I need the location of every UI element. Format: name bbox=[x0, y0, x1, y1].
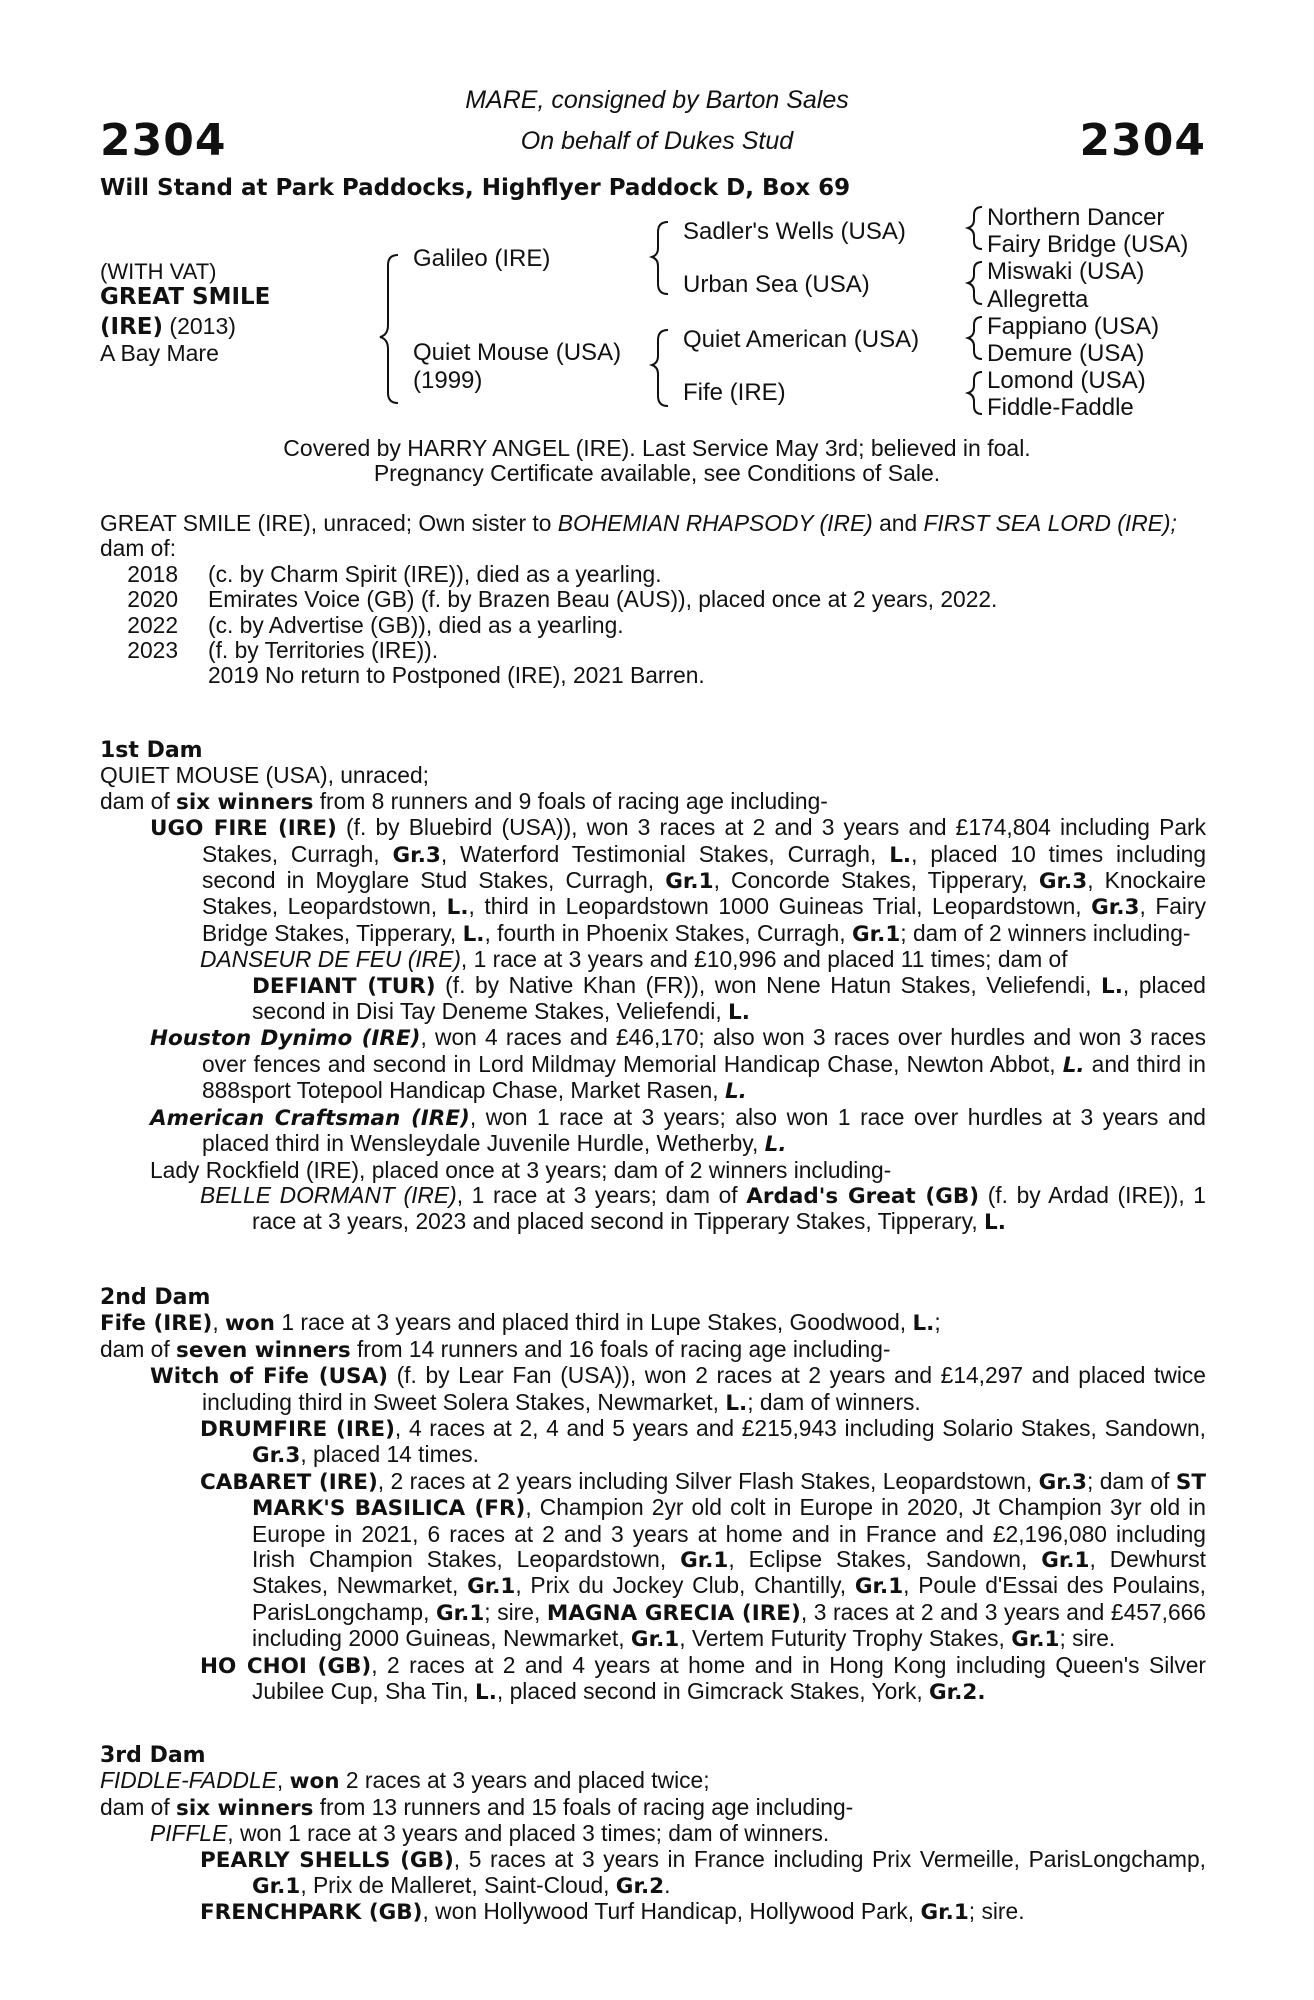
lot-number-right: 2304 bbox=[1079, 115, 1206, 166]
gen2-bottom-bracket bbox=[652, 330, 668, 406]
pedigree-g3-4: Fife (IRE) bbox=[683, 379, 786, 406]
piffle-entry: PIFFLE, won 1 race at 3 years and placed 3 times; dam of winners. bbox=[150, 1820, 830, 1847]
gen2-top-bracket bbox=[652, 222, 668, 294]
produce-section bbox=[100, 511, 1206, 689]
pearly-shells-entry: PEARLY SHELLS (GB), 5 races at 3 years in France including Prix Vermeille, ParisLongchamp, Gr.1, Prix de Malleret, Saint-Cloud, Gr.2. bbox=[200, 1845, 1206, 1900]
lot-number-left: 2304 bbox=[100, 115, 227, 166]
third-dam-title: 3rd Dam bbox=[100, 1743, 206, 1768]
on-behalf-line: On behalf of Dukes Stud bbox=[520, 127, 794, 155]
gen3-bracket-2 bbox=[968, 262, 982, 304]
produce-row: 2022 (c. by Advertise (GB)), died as a yearling. bbox=[127, 611, 624, 638]
pedigree-g4-8: Fiddle-Faddle bbox=[987, 394, 1134, 421]
pedigree-sire: Galileo (IRE) bbox=[413, 245, 551, 272]
frenchpark-entry: FRENCHPARK (GB), won Hollywood Turf Handicap, Hollywood Park, Gr.1; sire. bbox=[200, 1898, 1025, 1926]
houston-dynimo-entry: Houston Dynimo (IRE), won 4 races and £46,170; also won 3 races over hurdles and won 3 races over fences and second in Lord Mildmay Memorial Handicap Chase, Newton Abbot, L. and third in 888sport Totepool Handicap Chase, Market Rasen, L. bbox=[150, 1024, 1206, 1105]
pedigree-dam-year: (1999) bbox=[413, 367, 483, 394]
pedigree-dam: Quiet Mouse (USA) bbox=[413, 339, 622, 366]
gen3-bracket-3 bbox=[968, 317, 982, 359]
pedigree-g4-5: Fappiano (USA) bbox=[987, 313, 1160, 340]
witch-of-fife-entry: Witch of Fife (USA) (f. by Lear Fan (USA)), won 2 races at 2 years and £14,297 and placed twice including third in Sweet Solera Stakes, Newmarket, L.; dam of winners. bbox=[150, 1362, 1206, 1416]
belle-dormant-entry: BELLE DORMANT (IRE), 1 race at 3 years; dam of Ardad's Great (GB) (f. by Ardad (IRE)), 1 race at 3 years, 2023 and placed second in Tipperary Stakes, Tipperary, L. bbox=[200, 1181, 1206, 1236]
pedigree-g4-2: Fairy Bridge (USA) bbox=[987, 231, 1189, 258]
vat-label: (WITH VAT) bbox=[100, 259, 217, 284]
pedigree-g4-7: Lomond (USA) bbox=[987, 367, 1146, 394]
pedigree-g4-1: Northern Dancer bbox=[987, 204, 1165, 231]
produce-note: 2019 No return to Postponed (IRE), 2021 Barren. bbox=[208, 662, 705, 689]
dam-of-label: dam of: bbox=[100, 535, 177, 562]
horse-name: GREAT SMILE bbox=[100, 284, 271, 310]
horse-description: A Bay Mare bbox=[100, 340, 219, 366]
drumfire-entry: DRUMFIRE (IRE), 4 races at 2, 4 and 5 years and £215,943 including Solario Stakes, Sandown, Gr.3, placed 14 times. bbox=[200, 1415, 1206, 1469]
pedigree-g3-3: Quiet American (USA) bbox=[683, 326, 920, 353]
covering-note: Covered by HARRY ANGEL (IRE). Last Service May 3rd; believed in foal. Pregnancy Certificate available, see Conditions of Sale. bbox=[283, 435, 1031, 486]
stable-location: Will Stand at Park Paddocks, Highflyer Paddock D, Box 69 bbox=[100, 175, 851, 201]
ho-choi-entry: HO CHOI (GB), 2 races at 2 and 4 years at home and in Hong Kong including Queen's Silver Jubilee Cup, Sha Tin, L., placed second in Gimcrack Stakes, York, Gr.2. bbox=[200, 1651, 1206, 1706]
horse-origin-year: (IRE) (2013) bbox=[100, 313, 236, 340]
produce-row: 2018 (c. by Charm Spirit (IRE)), died as a yearling. bbox=[127, 560, 662, 587]
ugo-fire-entry: UGO FIRE (IRE) (f. by Bluebird (USA)), won 3 races at 2 and 3 years and £174,804 including Park Stakes, Curragh, Gr.3, Waterford Testimonial Stakes, Curragh, L., placed 10 times including second in Moyglare Stud Stakes, Curragh, Gr.1, Concorde Stakes, Tipperary, Gr.3, Knockaire Stakes, Leopardstown, L., third in Leopardstown 1000 Guineas Trial, Leopardstown, Gr.3, Fairy Bridge Stakes, Tipperary, L., fourth in Phoenix Stakes, Curragh, Gr.1; dam of 2 winners including- bbox=[150, 814, 1206, 947]
consignment-line: MARE, consigned by Barton Sales bbox=[465, 86, 849, 114]
gen3-bracket-1 bbox=[968, 207, 982, 249]
first-dam-title: 1st Dam bbox=[100, 738, 203, 763]
danseur-entry: DANSEUR DE FEU (IRE), 1 race at 3 years and £10,996 and placed 11 times; dam of bbox=[200, 946, 1068, 973]
third-dam-section: 3rd Dam FIDDLE-FADDLE, won 2 races at 3 years and placed twice; dam of six winners from 13 runners and 15 foals of racing age including- PIFFLE, won 1 race at 3 years and placed 3 times; dam of winners. PEARLY SHELLS (GB), 5 races at 3 years in France including Prix Vermeille, ParisLongchamp, Gr.1, Prix de Malleret, Saint-Cloud, Gr.2. FRENCHPARK (GB), won Hollywood Turf Handicap, Hollywood Park, Gr.1; sire. bbox=[100, 1743, 1206, 1926]
second-dam-title: 2nd Dam bbox=[100, 1285, 211, 1310]
gen3-bracket-4 bbox=[968, 372, 982, 414]
lady-rockfield-entry: Lady Rockfield (IRE), placed once at 3 years; dam of 2 winners including- bbox=[150, 1156, 892, 1183]
first-dam-section: 1st Dam QUIET MOUSE (USA), unraced; dam of six winners from 8 runners and 9 foals of racing age including- UGO FIRE (IRE) (f. by Bluebird (USA)), won 3 races at 2 and 3 years and £174,804 including Park Stakes, Curragh, Gr.3, Waterford Testimonial Stakes, Curragh, L., placed 10 times including second in Moyglare Stud Stakes, Curragh, Gr.1, Concorde Stakes, Tipperary, Gr.3, Knockaire Stakes, Leopardstown, L., third in Leopardstown 1000 Guineas Trial, Leopardstown, Gr.3, Fairy Bridge Stakes, Tipperary, L., fourth in Phoenix Stakes, Curragh, Gr.1; dam of 2 winners including- DANSEUR DE FEU (IRE), 1 race at 3 years and £10,996 and placed 11 times; dam of DEFIANT (TUR) (f. by Native Khan (FR)), won Nene Hatun Stakes, Veliefendi, L., placed second in Disi Tay Deneme Stakes, Veliefendi, L. Houston Dynimo (IRE), won 4 races and £46,170; also won 3 races over hurdles and won 3 races over fences and second in Lord Mildmay Memorial Handicap Chase, Newton Abbot, L. and third in 888sport Totepool Handicap Chase, Market Rasen, L. American Craftsman (IRE), won 1 race at 3 years; also won 1 race over hurdles at 3 years and placed third in Wensleydale Juvenile Hurdle, Wetherby, L. Lady Rockfield (IRE), placed once at 3 years; dam of 2 winners including- BELLE DORMANT (IRE), 1 race at 3 years; dam of Ardad's Great (GB) (f. by Ardad (IRE)), 1 race at 3 years, 2023 and placed second in Tipperary Stakes, Tipperary, L. bbox=[100, 738, 1206, 1236]
defiant-entry: DEFIANT (TUR) (f. by Native Khan (FR)), won Nene Hatun Stakes, Veliefendi, L., placed second in Disi Tay Deneme Stakes, Veliefendi, L. bbox=[252, 971, 1206, 1026]
cabaret-entry: CABARET (IRE), 2 races at 2 years including Silver Flash Stakes, Leopardstown, Gr.3; dam of ST MARK'S BASILICA (FR), Champion 2yr old colt in Europe in 2020, Jt Champion 3yr old in Europe in 2021, 6 races at 2 and 3 years at home and in France and £2,196,080 including Irish Champion Stakes, Leopardstown, Gr.1, Eclipse Stakes, Sandown, Gr.1, Dewhurst Stakes, Newmarket, Gr.1, Prix du Jockey Club, Chantilly, Gr.1, Poule d'Essai des Poulains, ParisLongchamp, Gr.1; sire, MAGNA GRECIA (IRE), 3 races at 2 and 3 years and £457,666 including 2000 Guineas, Newmarket, Gr.1, Vertem Futurity Trophy Stakes, Gr.1; sire. bbox=[200, 1467, 1207, 1653]
american-craftsman-entry: American Craftsman (IRE), won 1 race at 3 years; also won 1 race over hurdles at 3 years and placed third in Wensleydale Juvenile Hurdle, Wetherby, L. bbox=[150, 1103, 1206, 1158]
pedigree-g4-6: Demure (USA) bbox=[987, 340, 1145, 367]
produce-row: 2023 (f. by Territories (IRE)). bbox=[127, 637, 439, 664]
pedigree-g4-4: Allegretta bbox=[987, 286, 1089, 313]
produce-row: 2020 Emirates Voice (GB) (f. by Brazen Beau (AUS)), placed once at 2 years, 2022. bbox=[127, 586, 998, 613]
pedigree-g3-2: Urban Sea (USA) bbox=[683, 271, 870, 298]
second-dam-section: 2nd Dam Fife (IRE), won 1 race at 3 years and placed third in Lupe Stakes, Goodwood, L.; dam of seven winners from 14 runners and 16 foals of racing age including- Witch of Fife (USA) (f. by Lear Fan (USA)), won 2 races at 2 years and £14,297 and placed twice including third in Sweet Solera Stakes, Newmarket, L.; dam of winners. DRUMFIRE (IRE), 4 races at 2, 4 and 5 years and £215,943 including Solario Stakes, Sandown, Gr.3, placed 14 times. CABARET (IRE), 2 races at 2 years including Silver Flash Stakes, Leopardstown, Gr.3; dam of ST MARK'S BASILICA (FR), Champion 2yr old colt in Europe in 2020, Jt Champion 3yr old in Europe in 2021, 6 races at 2 and 3 years at home and in France and £2,196,080 including Irish Champion Stakes, Leopardstown, Gr.1, Eclipse Stakes, Sandown, Gr.1, Dewhurst Stakes, Newmarket, Gr.1, Prix du Jockey Club, Chantilly, Gr.1, Poule d'Essai des Poulains, ParisLongchamp, Gr.1; sire, MAGNA GRECIA (IRE), 3 races at 2 and 3 years and £457,666 including 2000 Guineas, Newmarket, Gr.1, Vertem Futurity Trophy Stakes, Gr.1; sire. HO CHOI (GB), 2 races at 2 and 4 years at home and in Hong Kong including Queen's Silver Jubilee Cup, Sha Tin, L., placed second in Gimcrack Stakes, York, Gr.2. bbox=[100, 1285, 1207, 1706]
gen1-bracket bbox=[380, 255, 398, 403]
pedigree-g4-3: Miswaki (USA) bbox=[987, 258, 1145, 285]
horse-summary: GREAT SMILE (IRE), unraced; Own sister to BOHEMIAN RHAPSODY (IRE) and FIRST SEA LORD (IRE); bbox=[100, 510, 1177, 536]
pedigree-g3-1: Sadler's Wells (USA) bbox=[683, 218, 906, 245]
